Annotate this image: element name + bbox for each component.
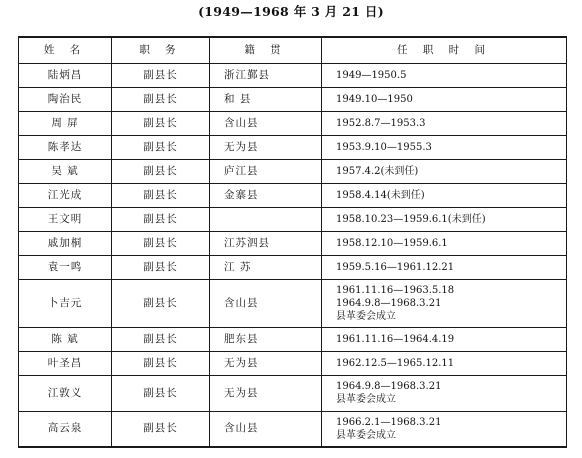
- term-line: 1959.5.16—1961.12.21: [336, 261, 455, 273]
- table-body: [19, 63, 567, 447]
- cell-native-place: 含山县: [210, 111, 322, 135]
- term-line: 1957.4.2(未到任): [336, 165, 419, 177]
- cell-term: [322, 411, 567, 447]
- term-line: 1964.9.8—1968.3.21: [336, 381, 442, 392]
- term-line: 县革委会成立: [336, 394, 396, 405]
- cell-term: [322, 183, 567, 207]
- cell-native-place: 无为县: [210, 351, 322, 375]
- cell-term: [322, 327, 567, 351]
- term-line: 1962.12.5—1965.12.11: [336, 357, 455, 369]
- cell-position: 副县长: [112, 183, 210, 207]
- cell-term: [322, 135, 567, 159]
- cell-term: [322, 207, 567, 231]
- header-name: 姓 名: [19, 37, 112, 63]
- cell-position: 副县长: [112, 375, 210, 411]
- cell-name: 周 屏: [19, 111, 112, 135]
- table-row: [19, 327, 567, 351]
- cell-position: 副县长: [112, 231, 210, 255]
- cell-native-place: [210, 207, 322, 231]
- cell-native-place: 无为县: [210, 375, 322, 411]
- table-row: [19, 231, 567, 255]
- cell-name: 王文明: [19, 207, 112, 231]
- cell-native-place: 江苏泗县: [210, 231, 322, 255]
- cell-native-place: 庐江县: [210, 159, 322, 183]
- header-native-place: 籍 贯: [210, 37, 322, 63]
- header-position: 职 务: [112, 37, 210, 63]
- cell-name: 戚加桐: [19, 231, 112, 255]
- term-line: 1952.8.7—1953.3: [336, 117, 426, 129]
- cell-name: 袁一鸣: [19, 255, 112, 279]
- cell-name: 叶圣昌: [19, 351, 112, 375]
- cell-name: 江光成: [19, 183, 112, 207]
- cell-native-place: 江 苏: [210, 255, 322, 279]
- officials-table: [18, 36, 567, 448]
- table-row: [19, 411, 567, 447]
- table-row: [19, 279, 567, 327]
- cell-native-place: 和 县: [210, 87, 322, 111]
- cell-native-place: 无为县: [210, 135, 322, 159]
- cell-term: [322, 279, 567, 327]
- table-row: [19, 255, 567, 279]
- cell-term: [322, 351, 567, 375]
- term-line: 1966.2.1—1968.3.21: [336, 416, 442, 428]
- cell-position: 副县长: [112, 279, 210, 327]
- cell-position: 副县长: [112, 255, 210, 279]
- term-line: 县革委会成立: [336, 310, 396, 322]
- cell-position: 副县长: [112, 111, 210, 135]
- cell-name: 高云泉: [19, 411, 112, 447]
- cell-name: 江敦义: [19, 375, 112, 411]
- cell-name: 陆炳昌: [19, 63, 112, 87]
- term-line: 1964.9.8—1968.3.21: [336, 297, 442, 309]
- cell-term: [322, 111, 567, 135]
- table-row: [19, 183, 567, 207]
- term-line: 1949.10—1950: [336, 93, 413, 105]
- term-line: 1949—1950.5: [336, 69, 407, 81]
- cell-position: 副县长: [112, 87, 210, 111]
- cell-name: 卜吉元: [19, 279, 112, 327]
- header-term: 任 职 时 间: [322, 37, 567, 63]
- table-row: [19, 375, 567, 411]
- term-line: 1958.12.10—1959.6.1: [336, 237, 448, 249]
- cell-native-place: 含山县: [210, 411, 322, 447]
- cell-term: [322, 255, 567, 279]
- cell-native-place: 浙江鄞县: [210, 63, 322, 87]
- cell-name: 陈孝达: [19, 135, 112, 159]
- cell-position: 副县长: [112, 159, 210, 183]
- cell-native-place: 含山县: [210, 279, 322, 327]
- table-row: [19, 159, 567, 183]
- cell-name: 陈 斌: [19, 327, 112, 351]
- cell-name: 吴 斌: [19, 159, 112, 183]
- cell-position: 副县长: [112, 135, 210, 159]
- table-row: [19, 351, 567, 375]
- table-row: [19, 135, 567, 159]
- cell-position: 副县长: [112, 411, 210, 447]
- cell-name: 陶治民: [19, 87, 112, 111]
- cell-term: [322, 231, 567, 255]
- term-line: 1961.11.16—1963.5.18: [336, 284, 455, 296]
- table-row: [19, 111, 567, 135]
- table-caption: (1949—1968 年 3 月 21 日): [198, 4, 384, 19]
- table-row: [19, 207, 567, 231]
- cell-position: 副县长: [112, 327, 210, 351]
- cell-position: 副县长: [112, 351, 210, 375]
- table-header-row: [19, 37, 567, 63]
- term-line: 1958.10.23—1959.6.1(未到任): [336, 213, 486, 225]
- term-line: 1961.11.16—1964.4.19: [336, 333, 455, 345]
- term-line: 县革委会成立: [336, 429, 396, 441]
- term-line: 1958.4.14(未到任): [336, 189, 425, 201]
- cell-term: [322, 375, 567, 411]
- cell-term: [322, 87, 567, 111]
- table-row: [19, 63, 567, 87]
- cell-position: 副县长: [112, 207, 210, 231]
- term-line: 1953.9.10—1955.3: [336, 141, 432, 153]
- cell-term: [322, 63, 567, 87]
- cell-native-place: 金寨县: [210, 183, 322, 207]
- cell-term: [322, 159, 567, 183]
- cell-position: 副县长: [112, 63, 210, 87]
- table-row: [19, 87, 567, 111]
- cell-native-place: 肥东县: [210, 327, 322, 351]
